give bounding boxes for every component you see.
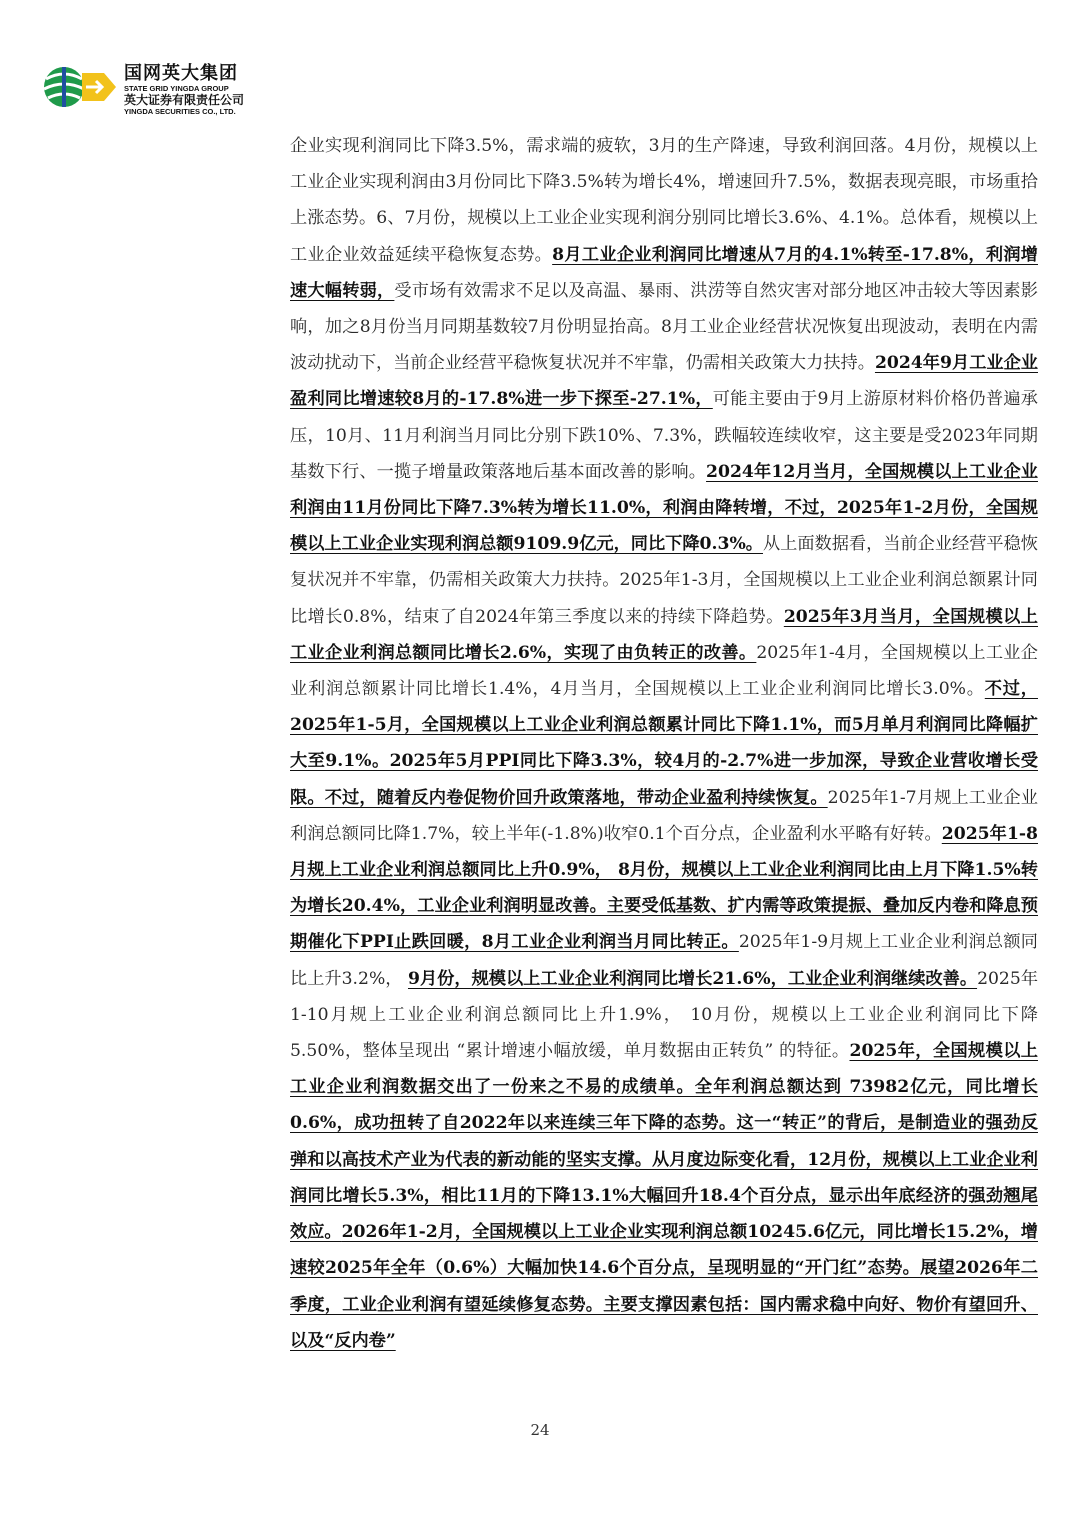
body-paragraph <box>290 128 1038 1359</box>
text-segment: 可能主要由于9月上游原材料价格仍普遍承压，10月、11月利润当月同比分别下跌10%、7.3%，跌幅较连续收窄，这主要是受2023年同期基数下行、一揽子增量政策落地后基本面改善的影响。 <box>290 389 1038 482</box>
highlighted-text-segment: 不过， 2025年1-5月，全国规模以上工业企业利润总额累计同比下降1.1%，而5月单月利润同比降幅扩大至9.1%。2025年5月PPI同比下降3.3%，较4月的-2.7%进一步加深，导致企业营收增长受限。不过，随着反内卷促物价回升政策落地，带动企业盈利持续恢复。 <box>290 679 1038 808</box>
company-name-cn: 国网英大集团 <box>124 63 238 84</box>
highlighted-text-segment: 8月工业企业利润同比增速从7月的4.1%转至-17.8%，利润增速大幅转弱， <box>290 244 1038 301</box>
text-segment: 从上面数据看，当前企业经营平稳恢复状况并不牢靠，仍需相关政策大力扶持。2025年1-3月，全国规模以上工业企业利润总额累计同比增长0.8%，结束了自2024年第三季度以来的持续下降趋势。 <box>290 534 1038 627</box>
report-header <box>42 62 302 128</box>
text-segment: 受市场有效需求不足以及高温、暴雨、洪涝等自然灾害对部分地区冲击较大等因素影响，加之8月份当月同期基数较7月份明显抬高。8月工业企业经营状况恢复出现波动，表明在内需波动扰动下，当前企业经营平稳恢复状况并不牢靠，仍需相关政策大力扶持。 <box>290 280 1038 374</box>
highlighted-text-segment: 2025年1-8月规上工业企业利润总额同比上升0.9%， 8月份，规模以上工业企业利润同比由上月下降1.5%转为增长20.4%，工业企业利润明显改善。主要受低基数、扩内需等政策提振、叠加反内卷和降息预期催化下PPI止跌回暖，8月工业企业利润当月同比转正。 <box>290 823 1038 953</box>
page-number: 24 <box>530 1421 550 1439</box>
highlighted-text-segment: 2025年3月当月，全国规模以上工业企业利润总额同比增长2.6%，实现了由负转正的改善。 <box>290 606 1038 663</box>
text-segment: 2025年1-4月，全国规模以上工业企业利润总额累计同比增长1.4%，4月当月，全国规模以上工业企业利润同比增长3.0%。 <box>290 642 1038 700</box>
text-segment: 企业实现利润同比下降3.5%，需求端的疲软，3月的生产降速，导致利润回落。4月份，规模以上工业企业实现利润由3月份同比下降3.5%转为增长4%，增速回升7.5%，数据表现亮眼，市场重拾上涨态势。6、7月份，规模以上工业企业实现利润分别同比增长3.6%、4.1%。总体看，规模以上工业企业效益延续平稳恢复态势。 <box>290 136 1038 265</box>
subsidiary-name-cn: 英大证券有限责任公司 <box>124 93 245 107</box>
globe-arrow-logo-icon <box>42 65 118 109</box>
highlighted-text-segment: 9月份，规模以上工业企业利润同比增长21.6%，工业企业利润继续改善。 <box>407 968 978 989</box>
text-segment: 2025年1-7月规上工业企业利润总额同比降1.7%，较上半年(-1.8%)收窄0.1个百分点，企业盈利水平略有好转。 <box>290 787 1038 844</box>
text-segment: 2025年1-10月规上工业企业利润总额同比上升1.9%， 10月份，规模以上工业企业利润同比下降5.50%，整体呈现出 “累计增速小幅放缓，单月数据由正转负” 的特征。 <box>290 968 1039 1062</box>
brand-block <box>124 64 244 116</box>
company-name-en: STATE GRID YINGDA GROUP <box>124 84 229 93</box>
highlighted-text-segment: 2025年，全国规模以上工业企业利润数据交出了一份来之不易的成绩单。全年利润总额达到 73982亿元，同比增长0.6%，成功扭转了自2022年以来连续三年下降的态势。这一“转正”的背后，是制造业的强劲反弹和以高技术产业为代表的新动能的坚实支撑。从月度边际变化看，12月份，规模以上工业企业利润同比增长5.3%，相比11月的下降13.1%大幅回升18.4个百分点，显示出年底经济的强劲翘尾效应。 <box>290 1041 1038 1243</box>
highlighted-text-segment: 2024年9月工业企业盈利同比增速较8月的-17.8%进一步下探至-27.1%， <box>290 353 1038 410</box>
highlighted-text-segment: 2026年1-2月，全国规模以上工业企业实现利润总额10245.6亿元，同比增长15.2%，增速较2025年全年（0.6%）大幅加快14.6个百分点，呈现明显的“开门红”态势。展望2026年二季度，工业企业利润有望延续修复态势。主要支撑因素包括：国内需求稳中向好、物价有望回升、以及“反内卷” <box>290 1222 1038 1351</box>
highlighted-text-segment: 2024年12月当月，全国规模以上工业企业利润由11月份同比下降7.3%转为增长11.0%，利润由降转增，不过，2025年1-2月份，全国规模以上工业企业实现利润总额9109.9亿元，同比下降0.3%。 <box>290 461 1038 555</box>
subsidiary-name-en: YINGDA SECURITIES CO., LTD. <box>124 107 236 116</box>
text-segment: 2025年1-9月规上工业企业利润总额同比上升3.2%， <box>290 932 1038 989</box>
